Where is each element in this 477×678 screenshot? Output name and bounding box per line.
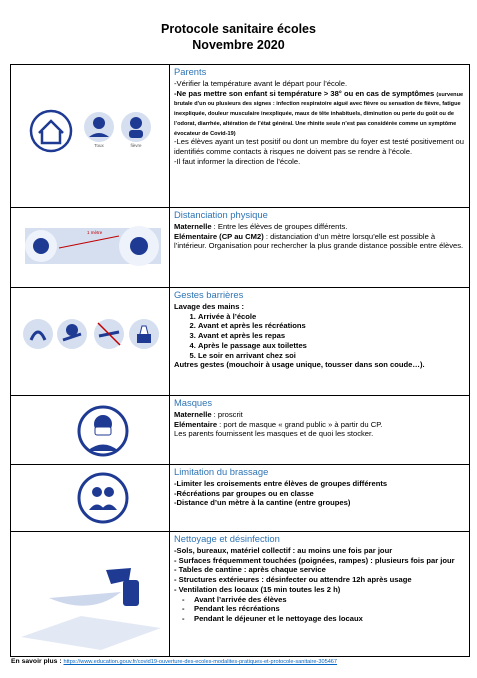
tissue-icon xyxy=(129,319,159,349)
no-handshake-icon xyxy=(94,319,124,349)
nettoyage-illustration xyxy=(11,532,170,657)
spray-icon xyxy=(21,568,161,650)
list-item: 4. Après le passage aux toilettes xyxy=(198,341,466,351)
masques-elem-text: : port de masque « grand public » à partir du CP. xyxy=(217,419,383,429)
row-brassage xyxy=(11,465,470,532)
row-masques xyxy=(11,396,470,465)
nettoyage-line: - Ventilation des locaux (15 min toutes les 2 h) xyxy=(174,584,341,594)
masques-parents: Les parents fournissent les masques et de quoi les stocker. xyxy=(174,429,374,439)
masques-elem-label: Elémentaire xyxy=(174,419,218,429)
distanciation-elementaire xyxy=(174,232,466,251)
page-subtitle: Novembre 2020 xyxy=(192,38,285,52)
parents-line-1: -Vérifier la température avant le départ pour l’école. xyxy=(174,79,348,88)
mask-icon xyxy=(79,407,127,455)
row-nettoyage xyxy=(11,532,470,657)
distanciation-title: Distanciation physique xyxy=(174,209,268,220)
masques-maternelle xyxy=(174,410,466,420)
cough-label: Toux xyxy=(94,143,104,148)
masques-elementaire xyxy=(174,420,466,430)
brassage-text xyxy=(170,465,470,532)
footer-link[interactable]: https://www.education.gouv.fr/covid19-ouverture-des-ecoles-modalites-pratiques-et-protocole-sanitaire-305467 xyxy=(63,659,338,665)
parents-line-4: -Il faut informer la direction de l’école. xyxy=(174,156,301,166)
fever-label: fièvre xyxy=(130,143,142,148)
protocol-table xyxy=(10,64,470,657)
handwash-icon xyxy=(23,319,53,349)
list-item: 1. Arrivée à l’école xyxy=(198,312,466,322)
gestes-title: Gestes barrières xyxy=(174,289,244,300)
nettoyage-text xyxy=(170,532,470,657)
brassage-line: -Récréations par groupes ou en classe xyxy=(174,488,314,498)
parents-line-2-text: -Ne pas mettre son enfant si température > 38° ou en cas de symptômes xyxy=(174,88,435,98)
distanciation-illustration xyxy=(11,208,170,288)
masques-title: Masques xyxy=(174,397,213,408)
maternelle-label: Maternelle xyxy=(174,222,212,231)
row-gestes xyxy=(11,288,470,396)
parents-illustration xyxy=(11,65,170,208)
parents-symptoms-detail: (survenue brutale d’un ou plusieurs des signes : infection respiratoire aiguë avec fièvre ou sensation de fièvre, fatigue inexpliquée, douleur musculaire inexpliquée, maux de tête inhabituels, diminution ou perte du goût ou de l’odorat, diarrhée, altération de l’état général. Une rhinite seule n’est pas considérée comme un symptôme évocateur de Covid-19) xyxy=(174,91,464,137)
masques-mat-text: : proscrit xyxy=(211,410,243,419)
distance-label: 1 mètre xyxy=(87,230,103,235)
elbow-cough-icon xyxy=(57,319,87,349)
maternelle-text: : Entre les élèves de groupes différents. xyxy=(211,222,348,231)
row-parents xyxy=(11,65,470,208)
brassage-illustration xyxy=(11,465,170,532)
lavage-label: Lavage des mains : xyxy=(174,302,245,311)
distanciation-text xyxy=(170,208,470,288)
list-item: 2. Avant et après les récréations xyxy=(198,321,466,331)
brassage-line: -Distance d’un mètre à la cantine (entre groupes) xyxy=(174,498,351,508)
masques-mat-label: Maternelle xyxy=(174,410,212,419)
gestes-text xyxy=(170,288,470,396)
list-item: 5. Le soir en arrivant chez soi xyxy=(198,351,466,361)
page-title: Protocole sanitaire écoles xyxy=(161,22,316,36)
list-item: - Avant l’arrivée des élèves xyxy=(194,595,466,605)
lavage-list xyxy=(174,312,466,361)
home-icon xyxy=(31,111,71,151)
elementaire-text: : distanciation d’un mètre lorsqu’elle est possible à l’intérieur. Organisation pour rechercher la plus grande distance possible entre élèves. xyxy=(174,231,464,251)
nettoyage-line: - Tables de cantine : après chaque service xyxy=(174,565,326,575)
list-item: - Pendant les récréations xyxy=(194,604,466,614)
row-distanciation xyxy=(11,208,470,288)
ventilation-list xyxy=(174,595,466,624)
nettoyage-line: - Structures extérieures : désinfecter ou attendre 12h après usage xyxy=(174,575,412,585)
footer xyxy=(11,658,337,665)
group-icon xyxy=(79,474,127,522)
list-item: 3. Avant et après les repas xyxy=(198,331,466,341)
elementaire-label: Elémentaire (CP au CM2) xyxy=(174,231,264,241)
footer-label: En savoir plus : xyxy=(11,658,62,665)
autres-gestes: Autres gestes (mouchoir à usage unique, tousser dans son coude…). xyxy=(174,360,425,370)
list-item: - Pendant le déjeuner et le nettoyage des locaux xyxy=(194,614,466,624)
nettoyage-line: -Sols, bureaux, matériel collectif : au moins une fois par jour xyxy=(174,546,393,555)
brassage-line: -Limiter les croisements entre élèves de groupes différents xyxy=(174,479,388,488)
brassage-title: Limitation du brassage xyxy=(174,466,269,477)
nettoyage-title: Nettoyage et désinfection xyxy=(174,533,280,544)
masques-illustration xyxy=(11,396,170,465)
distanciation-maternelle xyxy=(174,222,466,232)
nettoyage-line: - Surfaces fréquemment touchées (poignées, rampes) : plusieurs fois par jour xyxy=(174,555,455,565)
masques-text xyxy=(170,396,470,465)
gestes-illustration xyxy=(11,288,170,396)
parents-title: Parents xyxy=(174,66,207,77)
parents-line-2 xyxy=(174,89,466,138)
parents-text xyxy=(170,65,470,208)
parents-line-3: -Les élèves ayant un test positif ou dont un membre du foyer est testé positivement ou identifiés comme contacts à risques ne doivent pas se rendre à l’école. xyxy=(174,137,464,156)
